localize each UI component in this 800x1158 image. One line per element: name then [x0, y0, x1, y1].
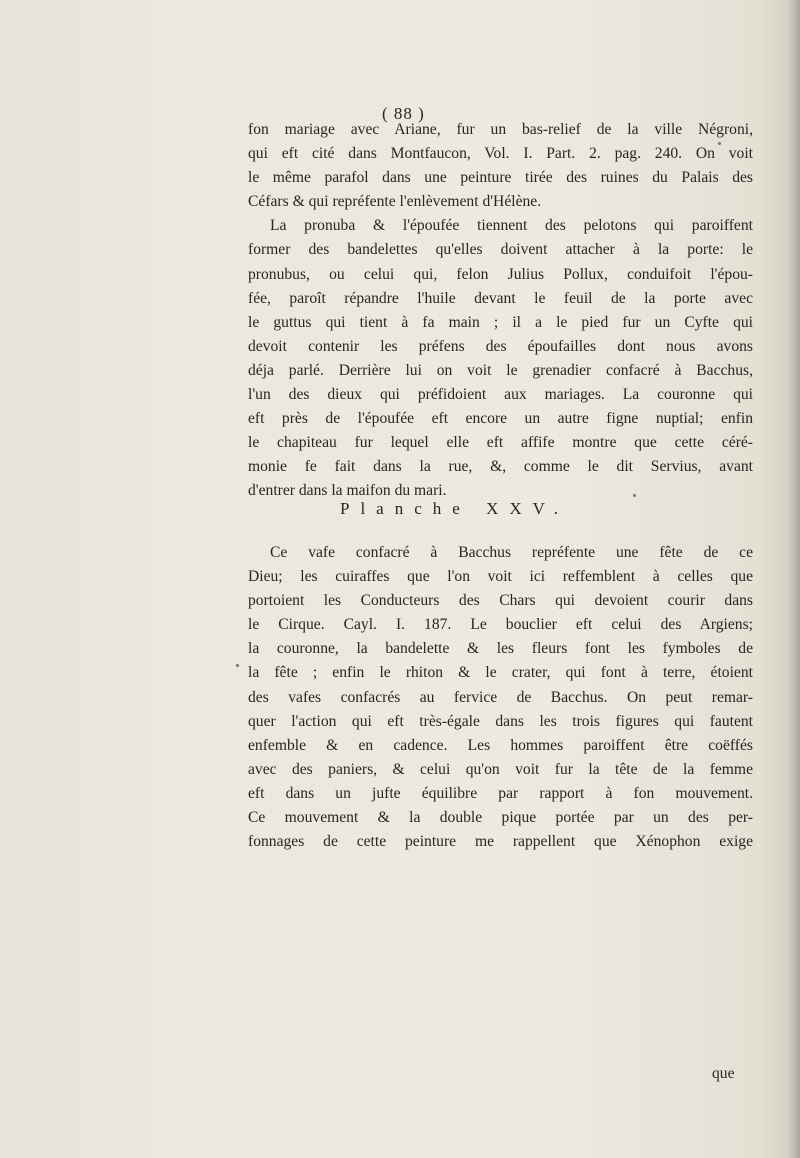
text-line: fée, paroît répandre l'huile devant le feuil de la porte avec — [248, 289, 753, 307]
text-line: le guttus qui tient à fa main ; il a le pied fur un Cyfte qui — [248, 313, 753, 331]
plate-heading: Planche XXV. — [340, 499, 569, 518]
page-edge-shadow — [786, 0, 800, 1158]
text-line: fonnages de cette peinture me rappellent que Xénophon exige — [248, 833, 753, 851]
text-line: le chapiteau fur lequel elle eft affife montre que cette céré- — [248, 434, 753, 452]
text-line: former des bandelettes qu'elles doivent attacher à la porte: le — [248, 241, 753, 259]
text-line: portoient les Conducteurs des Chars qui devoient courir dans — [248, 592, 753, 610]
ink-speck — [236, 664, 239, 667]
text-line: la couronne, la bandelette & les fleurs font les fymboles de — [248, 640, 753, 658]
ink-speck — [633, 494, 636, 497]
text-line: avec des paniers, & celui qu'on voit fur la tête de la femme — [248, 760, 753, 778]
text-line: le même parafol dans une peinture tirée des ruines du Palais des — [248, 169, 753, 187]
text-line: monie fe fait dans la rue, &, comme le dit Servius, avant — [248, 458, 753, 476]
text-line: devoit contenir les préfens des époufailles dont nous avons — [248, 337, 753, 355]
text-line: eft près de l'époufée eft encore un autre figne nuptial; enfin — [248, 410, 753, 428]
text-line: quer l'action qui eft très-égale dans les trois figures qui fautent — [248, 712, 753, 730]
paragraph-bacchus-vase — [248, 541, 753, 854]
text-line: eft dans un jufte équilibre par rapport à fon mouvement. — [248, 784, 753, 802]
ink-speck — [718, 142, 721, 145]
paragraph-marriage-scene — [248, 118, 753, 504]
text-line: la fête ; enfin le rhiton & le crater, qui font à terre, étoient — [248, 664, 753, 682]
text-line: l'un des dieux qui préfidoient aux mariages. La couronne qui — [248, 386, 753, 404]
text-line: pronubus, ou celui qui, felon Julius Pollux, conduifoit l'épou- — [248, 265, 753, 283]
text-line: Ce mouvement & la double pique portée par un des per- — [248, 809, 753, 827]
text-line: La pronuba & l'époufée tiennent des pelotons qui paroiffent — [270, 217, 753, 235]
text-line: des vafes confacrés au fervice de Bacchus. On peut remar- — [248, 688, 753, 706]
catchword: que — [712, 1065, 735, 1082]
text-line: enfemble & en cadence. Les hommes paroiffent être coëffés — [248, 736, 753, 754]
text-line: Dieu; les cuiraffes que l'on voit ici reffemblent à celles que — [248, 568, 753, 586]
text-line: Ce vafe confacré à Bacchus repréfente une fête de ce — [270, 544, 753, 561]
text-line: d'entrer dans la maifon du mari. — [248, 482, 447, 500]
text-line: le Cirque. Cayl. I. 187. Le bouclier eft celui des Argiens; — [248, 616, 753, 634]
text-line: déja parlé. Derrière lui on voit le grenadier confacré à Bacchus, — [248, 361, 753, 379]
text-line: qui eft cité dans Montfaucon, Vol. I. Part. 2. pag. 240. On voit — [248, 145, 753, 163]
text-line: Céfars & qui repréfente l'enlèvement d'Hélène. — [248, 193, 542, 211]
page-number: ( 88 ) — [382, 104, 425, 123]
text-line: fon mariage avec Ariane, fur un bas-relief de la ville Négroni, — [248, 121, 753, 138]
